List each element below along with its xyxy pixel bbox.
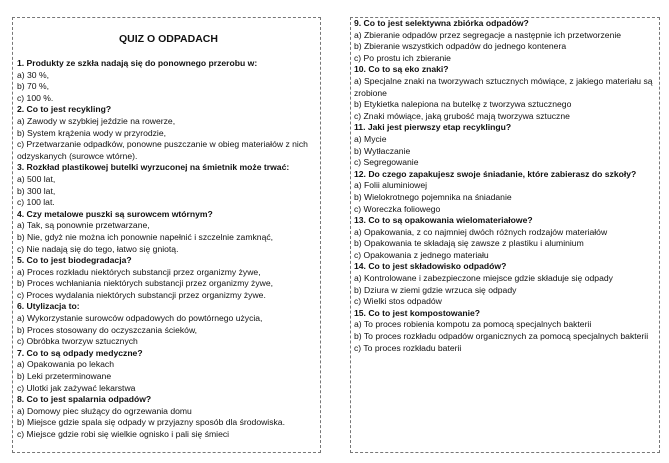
answer-option: a) Specjalne znaki na tworzywach sztucznych mówiące, z jakiego materiału są zrobione <box>354 75 653 98</box>
answer-option: b) Wytłaczanie <box>354 145 411 156</box>
answer-option: a) Domowy piec służący do ogrzewania domu <box>17 405 192 416</box>
answer-option: b) 70 %, <box>17 81 50 92</box>
question-block <box>17 104 320 162</box>
answer-option: b) Proces wchłaniania niektórych substancji przez organizmy żywe, <box>17 278 274 289</box>
answer-option: b) Wielokrotnego pojemnika na śniadanie <box>354 191 512 202</box>
answer-option: a) Opakowania po lekach <box>17 359 114 370</box>
answer-option: a) Opakowania, z co najmniej dwóch różnych rodzajów materiałów <box>354 226 608 237</box>
question-text: 6. Utylizacja to: <box>17 301 80 312</box>
answer-option: c) 100 %. <box>17 92 54 103</box>
question-block <box>354 261 659 307</box>
question-text: 15. Co to jest kompostowanie? <box>354 307 481 318</box>
answer-option: c) Przetwarzanie odpadków, ponowne puszczanie w obieg materiałów z nich odzyskanych (surowce wtórne). <box>17 139 308 161</box>
question-text: 14. Co to jest składowisko odpadów? <box>354 261 507 272</box>
answer-option: c) Nie nadają się do tego, łatwo się gniotą. <box>17 243 179 254</box>
question-text: 2. Co to jest recykling? <box>17 104 112 115</box>
answer-option: a) Folii aluminiowej <box>354 180 428 191</box>
question-text: 12. Do czego zapakujesz swoje śniadanie, które zabierasz do szkoły? <box>354 168 637 179</box>
answer-option: a) Tak, są ponownie przetwarzane, <box>17 220 150 231</box>
answer-option: b) Proces stosowany do oczyszczania ścieków, <box>17 324 198 335</box>
quiz-right-column <box>350 17 660 453</box>
answer-option: c) Obróbka tworzyw sztucznych <box>17 336 138 347</box>
question-block <box>354 169 659 215</box>
answer-option: a) 30 %, <box>17 69 50 80</box>
answer-option: a) Wykorzystanie surowców odpadowych do powtórnego użycia, <box>17 313 263 324</box>
answer-option: a) Kontrolowane i zabezpieczone miejsce gdzie składuje się odpady <box>354 273 613 284</box>
answer-option: c) Znaki mówiące, jaką grubość mają tworzywa sztuczne <box>354 110 570 121</box>
answer-option: a) Zbieranie odpadów przez segregacje a następnie ich przetworzenie <box>354 29 622 40</box>
answer-option: c) Segregowanie <box>354 157 419 168</box>
quiz-left-column <box>12 17 321 453</box>
answer-option: a) To proces robienia kompotu za pomocą specjalnych bakterii <box>354 319 592 330</box>
answer-option: c) Opakowania z jednego materiału <box>354 249 489 260</box>
question-text: 1. Produkty ze szkła nadają się do ponownego przerobu w: <box>17 58 258 68</box>
question-block <box>354 308 659 354</box>
answer-option: c) Woreczka foliowego <box>354 203 441 214</box>
question-block <box>17 209 320 255</box>
question-block <box>17 394 320 440</box>
answer-option: a) Zawody w szybkiej jeździe na rowerze, <box>17 115 176 126</box>
question-text: 4. Czy metalowe puszki są surowcem wtórnym? <box>17 208 213 219</box>
question-text: 3. Rozkład plastikowej butelki wyrzuconej na śmietnik może trwać: <box>17 162 290 173</box>
question-text: 7. Co to są odpady medyczne? <box>17 347 143 358</box>
answer-option: b) To proces rozkładu odpadów organicznych za pomocą specjalnych bakterii <box>354 331 649 342</box>
question-text: 8. Co to jest spalarnia odpadów? <box>17 394 152 405</box>
question-text: 10. Co to są eko znaki? <box>354 64 449 75</box>
answer-option: a) 500 lat, <box>17 173 56 184</box>
answer-option: c) Po prostu ich zbieranie <box>354 52 451 63</box>
answer-option: b) Leki przeterminowane <box>17 371 112 382</box>
answer-option: b) Zbieranie wszystkich odpadów do jednego kontenera <box>354 41 567 52</box>
question-block <box>354 18 659 64</box>
question-block <box>354 64 659 122</box>
answer-option: b) Dziura w ziemi gdzie wrzuca się odpady <box>354 284 517 295</box>
answer-option: b) Etykietka nalepiona na butelkę z tworzywa sztucznego <box>354 99 572 110</box>
answer-option: c) Miejsce gdzie robi się wielkie ognisko i pali się śmieci <box>17 429 230 439</box>
answer-option: c) Ulotki jak zażywać lekarstwa <box>17 382 136 393</box>
question-block <box>17 162 320 208</box>
question-text: 13. Co to są opakowania wielomateriałowe? <box>354 215 533 226</box>
question-block <box>17 255 320 301</box>
answer-option: b) 300 lat, <box>17 185 56 196</box>
answer-option: c) Proces wydalania niektórych substancji przez organizmy żywe. <box>17 289 266 300</box>
question-text: 9. Co to jest selektywna zbiórka odpadów? <box>354 18 529 28</box>
question-text: 5. Co to jest biodegradacja? <box>17 255 132 266</box>
answer-option: b) Nie, gdyż nie można ich ponownie napełnić i szczelnie zamknąć, <box>17 231 274 242</box>
answer-option: a) Proces rozkładu niektórych substancji przez organizmy żywe, <box>17 266 261 277</box>
answer-option: a) Mycie <box>354 133 387 144</box>
answer-option: b) Opakowania te składają się zawsze z plastiku i aluminium <box>354 238 584 249</box>
answer-option: c) To proces rozkładu baterii <box>354 342 462 353</box>
question-block <box>354 122 659 168</box>
question-block <box>354 215 659 261</box>
answer-option: b) Miejsce gdzie spala się odpady w przyjazny sposób dla środowiska. <box>17 417 285 428</box>
answer-option: c) 100 lat. <box>17 197 55 208</box>
answer-option: b) System krążenia wody w przyrodzie, <box>17 127 167 138</box>
answer-option: c) Wielki stos odpadów <box>354 296 442 307</box>
question-text: 11. Jaki jest pierwszy etap recyklingu? <box>354 122 512 133</box>
quiz-title: QUIZ O ODPADACH <box>119 33 218 45</box>
question-block <box>17 58 320 104</box>
question-block <box>17 348 320 394</box>
question-block <box>17 301 320 347</box>
